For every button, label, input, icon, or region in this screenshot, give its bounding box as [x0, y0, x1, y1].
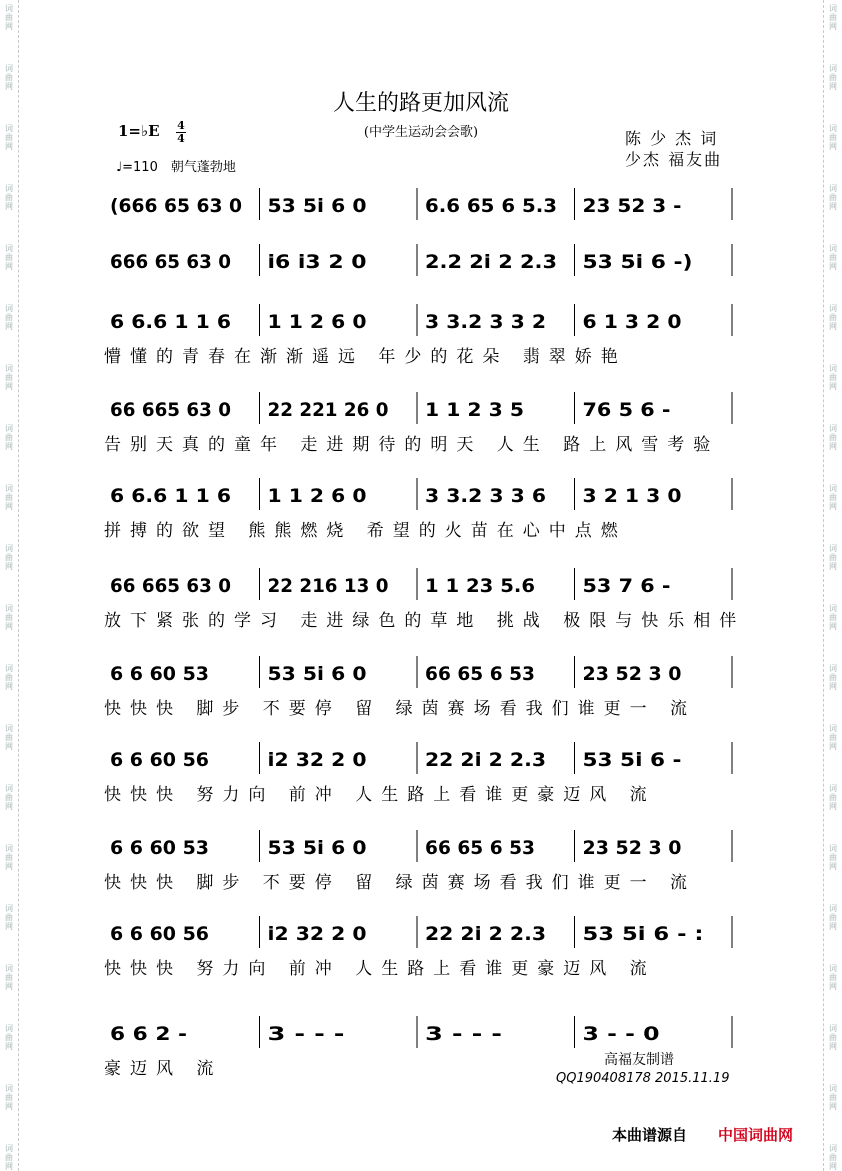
measure: 53 7 6 -	[582, 575, 671, 597]
measure: 1 1 2 6 0	[267, 311, 367, 333]
measure: 22 216 13 0	[267, 575, 389, 597]
tempo-marking: ♩=110 朝气蓬勃地	[116, 160, 236, 175]
lyric-line: 告别天真的童年 走进期待的明天 人生 路上风雪考验	[104, 435, 720, 455]
watermark-text: 词 曲 网	[5, 664, 13, 691]
lyric-line: 懵懂的青春在渐渐遥远 年少的花朵 翡翠娇艳	[104, 347, 627, 367]
measure: 76 5 6 -	[582, 399, 671, 421]
watermark-text: 词 曲 网	[829, 124, 837, 151]
watermark-text: 词 曲 网	[5, 784, 13, 811]
score-row	[0, 300, 842, 380]
measure: 53 5i 6 -	[582, 749, 682, 771]
watermark-text: 词 曲 网	[5, 544, 13, 571]
watermark-text: 词 曲 网	[5, 424, 13, 451]
watermark-text: 词 曲 网	[829, 4, 837, 31]
notation-line	[0, 738, 842, 780]
watermark-text: 词 曲 网	[5, 184, 13, 211]
arranger-credit: 高福友制谱	[604, 1052, 674, 1068]
measure: 53 5i 6 - :	[582, 923, 704, 945]
watermark-text: 词 曲 网	[829, 1144, 837, 1171]
measure: 6 6 60 53	[110, 663, 209, 685]
notation-line	[0, 474, 842, 516]
watermark-text: 词 曲 网	[829, 664, 837, 691]
watermark-text: 词 曲 网	[829, 544, 837, 571]
measure: 53 5i 6 -)	[582, 251, 693, 273]
score-row	[0, 388, 842, 468]
watermark-text: 词 曲 网	[5, 904, 13, 931]
measure: 3 3.2 3 3 6	[425, 485, 546, 507]
measure: 3 - - -	[267, 1023, 345, 1045]
lyric-line: 放下紧张的学习 走进绿色的草地 挑战 极限与快乐相伴	[104, 611, 746, 631]
measure: i6 i3 2 0	[267, 251, 367, 273]
measure: 6 6 60 56	[110, 749, 209, 771]
measure: 22 2i 2 2.3	[425, 749, 546, 771]
watermark-text: 词 曲 网	[829, 604, 837, 631]
score-row	[0, 564, 842, 644]
measure: i2 32 2 0	[267, 749, 367, 771]
watermark-text: 词 曲 网	[5, 604, 13, 631]
measure: 3 - - 0	[582, 1023, 660, 1045]
measure: i2 32 2 0	[267, 923, 367, 945]
song-subtitle: (中学生运动会会歌)	[363, 125, 479, 140]
measure: 66 665 63 0	[110, 399, 231, 421]
watermark-text: 词 曲 网	[5, 244, 13, 271]
measure: 66 65 6 53	[425, 663, 535, 685]
notation-line	[0, 388, 842, 430]
watermark-text: 词 曲 网	[5, 124, 13, 151]
measure: (666 65 63 0	[110, 195, 242, 217]
time-signature-top: 4	[177, 119, 185, 132]
measure: 22 221 26 0	[267, 399, 389, 421]
key-signature: 1=♭E	[118, 122, 160, 140]
composer-credit: 少杰 福友曲	[625, 150, 723, 169]
score-row	[0, 912, 842, 992]
watermark-text: 词 曲 网	[829, 424, 837, 451]
measure: 6.6 65 6 5.3	[425, 195, 557, 217]
time-signature	[176, 120, 186, 145]
watermark-text: 词 曲 网	[5, 1024, 13, 1051]
notation-line	[0, 300, 842, 342]
watermark-text: 词 曲 网	[829, 1084, 837, 1111]
watermark-text: 词 曲 网	[829, 244, 837, 271]
watermark-text: 词 曲 网	[5, 844, 13, 871]
watermark-text: 词 曲 网	[829, 904, 837, 931]
measure: 3 - - -	[425, 1023, 502, 1045]
watermark-text: 词 曲 网	[829, 64, 837, 91]
lyric-line: 快快快 努力向 前冲 人生路上看谁更豪迈风 流	[104, 959, 656, 979]
measure: 23 52 3 0	[582, 663, 682, 685]
notation-line	[0, 1012, 842, 1054]
watermark-text: 词 曲 网	[5, 364, 13, 391]
lyric-line: 拼搏的欲望 熊熊燃烧 希望的火苗在心中点燃	[104, 521, 627, 541]
measure: 22 2i 2 2.3	[425, 923, 546, 945]
measure: 66 65 6 53	[425, 837, 535, 859]
contact-date: QQ190408178 2015.11.19	[556, 1071, 730, 1086]
measure: 1 1 23 5.6	[425, 575, 535, 597]
source-label: 本曲谱源自	[612, 1126, 688, 1144]
measure: 2.2 2i 2 2.3	[425, 251, 557, 273]
measure: 6 6 60 56	[110, 923, 209, 945]
notation-line	[0, 184, 842, 226]
lyric-line: 豪迈风 流	[104, 1059, 223, 1079]
notation-line	[0, 564, 842, 606]
watermark-text: 词 曲 网	[5, 964, 13, 991]
song-title: 人生的路更加风流	[332, 91, 509, 116]
notation-line	[0, 826, 842, 868]
measure: 66 665 63 0	[110, 575, 231, 597]
watermark-text: 词 曲 网	[5, 484, 13, 511]
watermark-text: 词 曲 网	[829, 844, 837, 871]
watermark-text: 词 曲 网	[5, 724, 13, 751]
measure: 3 2 1 3 0	[582, 485, 682, 507]
measure: 6 6 2 -	[110, 1023, 187, 1045]
watermark-text: 词 曲 网	[829, 784, 837, 811]
measure: 53 5i 6 0	[267, 195, 367, 217]
score-row	[0, 474, 842, 554]
watermark-text: 词 曲 网	[829, 1024, 837, 1051]
watermark-text: 词 曲 网	[829, 484, 837, 511]
notation-line	[0, 652, 842, 694]
measure: 23 52 3 -	[582, 195, 682, 217]
time-signature-bottom: 4	[177, 132, 185, 145]
measure: 1 1 2 3 5	[425, 399, 524, 421]
measure: 6 6 60 53	[110, 837, 209, 859]
measure: 6 1 3 2 0	[582, 311, 682, 333]
watermark-text: 词 曲 网	[829, 184, 837, 211]
score-row	[0, 738, 842, 818]
watermark-text: 词 曲 网	[829, 304, 837, 331]
watermark-text: 词 曲 网	[5, 1084, 13, 1111]
watermark-text: 词 曲 网	[5, 64, 13, 91]
notation-line	[0, 240, 842, 282]
lyric-line: 快快快 脚步 不要停 留 绿茵赛场看我们谁更一 流	[104, 873, 697, 893]
lyricist-credit: 陈 少 杰 词	[625, 129, 719, 148]
measure: 53 5i 6 0	[267, 837, 367, 859]
watermark-text: 词 曲 网	[829, 364, 837, 391]
measure: 1 1 2 6 0	[267, 485, 367, 507]
watermark-text: 词 曲 网	[5, 1144, 13, 1171]
lyric-line: 快快快 努力向 前冲 人生路上看谁更豪迈风 流	[104, 785, 656, 805]
watermark-text: 词 曲 网	[829, 964, 837, 991]
watermark-text: 词 曲 网	[5, 4, 13, 31]
notation-line	[0, 912, 842, 954]
lyric-line: 快快快 脚步 不要停 留 绿茵赛场看我们谁更一 流	[104, 699, 697, 719]
measure: 666 65 63 0	[110, 251, 231, 273]
score-row	[0, 652, 842, 732]
source-site: 中国词曲网	[718, 1126, 794, 1144]
measure: 6 6.6 1 1 6	[110, 311, 231, 333]
watermark-text: 词 曲 网	[5, 304, 13, 331]
watermark-text: 词 曲 网	[829, 724, 837, 751]
measure: 23 52 3 0	[582, 837, 682, 859]
score-row	[0, 826, 842, 906]
measure: 53 5i 6 0	[267, 663, 367, 685]
measure: 6 6.6 1 1 6	[110, 485, 231, 507]
measure: 3 3.2 3 3 2	[425, 311, 546, 333]
